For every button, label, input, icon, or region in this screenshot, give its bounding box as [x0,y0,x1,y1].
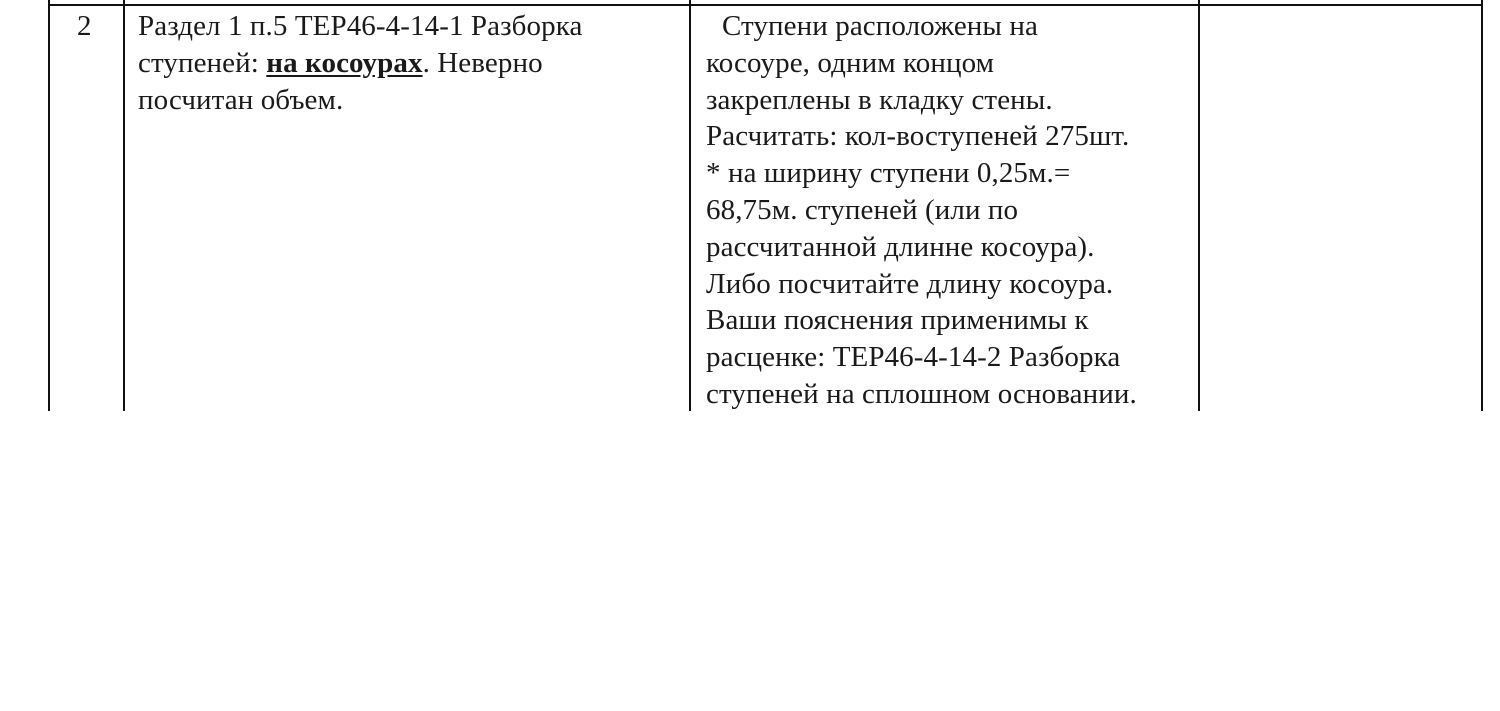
table-left-border [48,0,50,411]
emphasized-text: на косоурах [266,46,423,79]
response-line: закреплены в кладку стены. [706,83,1053,116]
response-line: Расчитать: кол-воступеней 275шт. [706,120,1130,153]
column-divider-answer [1198,0,1200,411]
response-line: косоуре, одним концом [706,46,995,79]
response-cell [706,8,1137,413]
response-line: Ступени расположены на [722,10,1038,42]
response-line: 68,75м. ступеней (или по [706,193,1019,226]
description-text: . Неверно [422,46,543,79]
response-line: ступеней на сплошном основании. [706,377,1137,410]
response-line: Ваши пояснения применимы к [706,304,1089,337]
table-top-border [48,4,1483,6]
description-line: Раздел 1 п.5 ТЕР46-4-14-1 Разборка [138,10,583,42]
column-divider-description [689,0,691,411]
response-line: рассчитанной длинне косоура). [706,230,1095,263]
column-divider-number [123,0,125,411]
description-text: ступеней: [138,46,267,79]
row-number-cell [77,8,107,45]
response-line: Либо посчитайте длину косоура. [706,267,1114,300]
response-line: расценке: ТЕР46-4-14-2 Разборка [706,341,1121,374]
remark-description-cell [138,8,582,118]
description-line: посчитан объем. [138,83,344,116]
response-line: * на ширину ступени 0,25м.= [706,157,1071,190]
row-number: 2 [77,10,92,42]
table-right-border [1481,0,1483,411]
description-line [138,45,582,82]
